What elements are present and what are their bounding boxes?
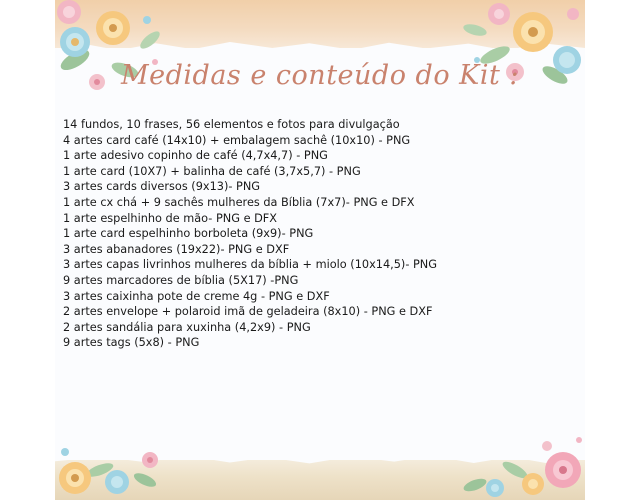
list-item: 14 fundos, 10 frases, 56 elementos e fotos para divulgação bbox=[63, 118, 400, 131]
list-item: 3 artes caixinha pote de creme 4g - PNG e DXF bbox=[63, 289, 330, 303]
floral-decoration-bottom-right bbox=[455, 430, 585, 500]
floral-decoration-bottom-left bbox=[55, 430, 175, 500]
kit-title: Medidas e conteúdo do Kit : bbox=[121, 60, 519, 91]
list-item: 2 artes sandália para xuxinha (4,2x9) - PNG bbox=[63, 320, 311, 334]
list-item: 3 artes abanadores (19x22)- PNG e DXF bbox=[63, 242, 290, 256]
list-item: 9 artes tags (5x8) - PNG bbox=[63, 336, 200, 350]
list-item: 1 arte card espelhinho borboleta (9x9)- PNG bbox=[63, 227, 314, 241]
kit-card bbox=[55, 0, 585, 500]
list-item: 2 artes envelope + polaroid imã de geladeira (8x10) - PNG e DXF bbox=[63, 305, 433, 319]
list-item: 3 artes cards diversos (9x13)- PNG bbox=[63, 180, 261, 194]
list-item: 9 artes marcadores de bíblia (5X17) -PNG bbox=[63, 273, 299, 287]
list-item: 3 artes capas livrinhos mulheres da bíblia + miolo (10x14,5)- PNG bbox=[63, 258, 438, 272]
list-item: 1 arte adesivo copinho de café (4,7x4,7) - PNG bbox=[63, 149, 328, 163]
list-item: 1 arte espelhinho de mão- PNG e DFX bbox=[63, 211, 278, 225]
kit-contents-list bbox=[63, 117, 563, 351]
list-item: 1 arte cx chá + 9 sachês mulheres da Bíblia (7x7)- PNG e DFX bbox=[63, 195, 415, 209]
list-item: 1 arte card (10X7) + balinha de café (3,7x5,7) - PNG bbox=[63, 164, 361, 178]
list-item: 4 artes card café (14x10) + embalagem sachê (10x10) - PNG bbox=[63, 133, 411, 147]
